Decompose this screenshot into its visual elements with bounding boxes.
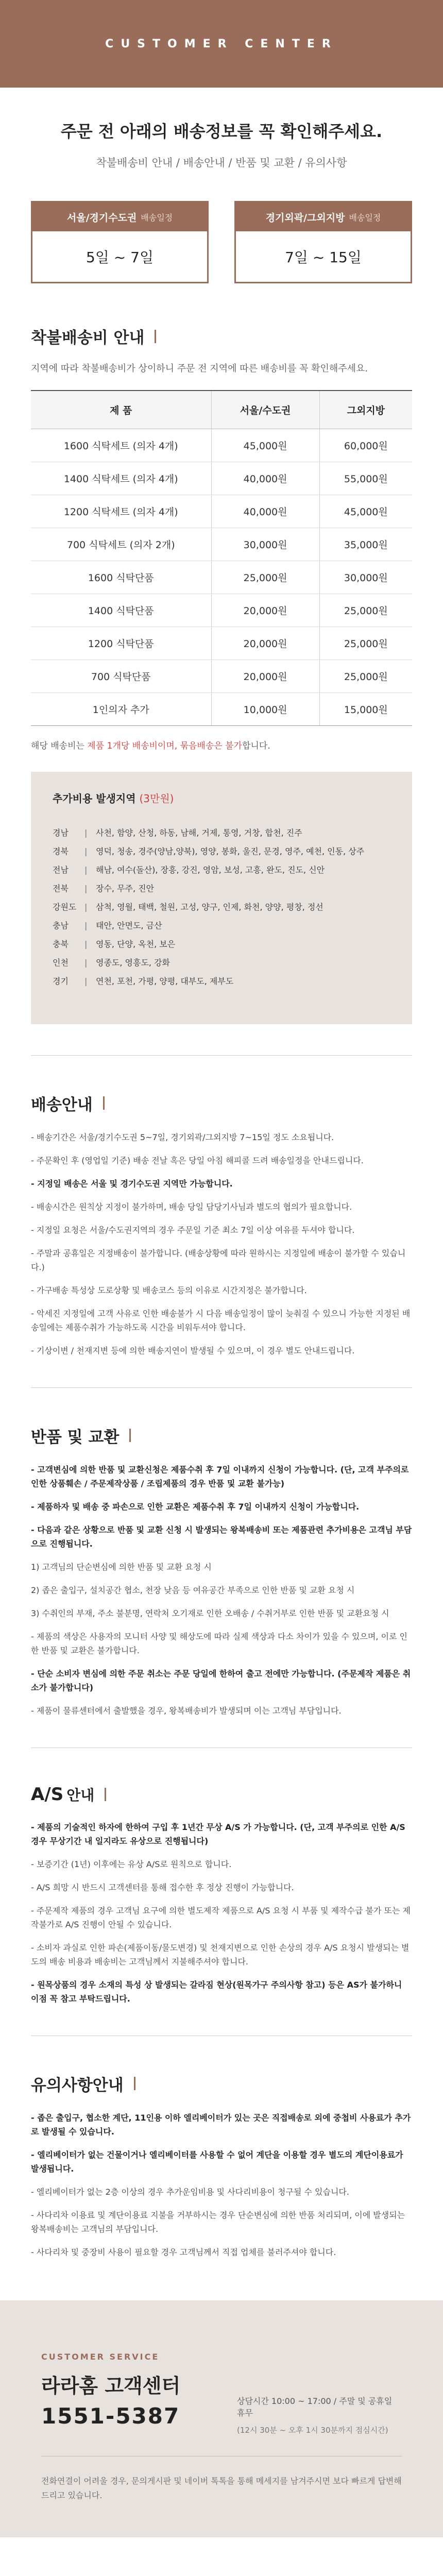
shipping-note: 배송일정 bbox=[141, 212, 173, 223]
table-cell: 25,000원 bbox=[319, 659, 412, 692]
extra-cost-title: 추가비용 발생지역 (3만원) bbox=[53, 792, 174, 805]
list-item: - 단순 소비자 변심에 의한 주문 취소는 주문 당일에 한하여 출고 전에만 가능합니다. (주문제작 제품은 취소가 불가합니다) bbox=[31, 1668, 411, 1692]
list-item: 1) 고객님의 단순변심에 의한 반품 및 교환 요청 시 bbox=[31, 1562, 212, 1572]
list-item: - 사다리차 및 중장비 사용이 필요할 경우 고객님께서 직접 업체를 불러주셔야 합니다. bbox=[31, 2247, 336, 2257]
table-row bbox=[31, 462, 412, 495]
table-cell: 60,000원 bbox=[319, 429, 412, 462]
footer-lunch-hours: (12시 30분 ~ 오후 1시 30분까지 점심시간) bbox=[237, 2425, 388, 2435]
fee-title: 착불배송비 안내 bbox=[31, 325, 412, 348]
table-cell: 700 식탁단품 bbox=[31, 659, 211, 692]
list-item: 인천 | 영종도, 영흥도, 강화 bbox=[53, 957, 170, 968]
table-cell: 40,000원 bbox=[211, 462, 319, 495]
returns-title: 반품 및 교환 bbox=[31, 1424, 412, 1447]
table-row bbox=[31, 626, 412, 659]
as-section bbox=[0, 1748, 443, 2006]
list-item: - 기상이변 / 천재지변 등에 의한 배송지연이 발생될 수 있으며, 이 경우 별도 안내드립니다. bbox=[31, 1345, 355, 1355]
list-item: - 배송시간은 원칙상 지정이 불가하며, 배송 당일 담당기사님과 별도의 협의가 필요합니다. bbox=[31, 1201, 352, 1212]
fee-section bbox=[0, 325, 443, 751]
list-item: 충북 | 영동, 단양, 옥천, 보은 bbox=[53, 939, 176, 949]
list-item: 충남 | 태안, 안면도, 금산 bbox=[53, 920, 162, 930]
list-item: - 보증기간 (1년) 이후에는 유상 A/S로 원칙으로 합니다. bbox=[31, 1859, 232, 1869]
table-cell: 1400 식탁세트 (의자 4개) bbox=[31, 462, 211, 495]
shipping-schedule bbox=[0, 201, 443, 283]
table-cell: 25,000원 bbox=[319, 626, 412, 659]
list-item: - 엘리베이터가 없는 건물이거나 엘리베이터를 사용할 수 없어 계단을 이용할 경우 별도의 계단이용료가 발생됩니다. bbox=[31, 2149, 403, 2174]
list-item: - 제품의 색상은 사용자의 모니터 사양 및 해상도에 따라 실제 색상과 다소 차이가 있을 수 있으며, 이로 인한 반품 및 교환은 불가합니다. bbox=[31, 1631, 408, 1655]
table-header: 그외지방 bbox=[319, 391, 412, 429]
table-cell: 1200 식탁단품 bbox=[31, 626, 211, 659]
table-row bbox=[31, 429, 412, 462]
list-item: - 지정일 요청은 서울/수도권지역의 경우 주문일 기준 최소 7일 이상 여유를 두셔야 합니다. bbox=[31, 1225, 355, 1235]
footer-description: 전화연결이 어려울 경우, 문의게시판 및 네이버 톡톡을 통해 메세지를 남겨주시면 보다 빠르게 답변해드리고 있습니다. bbox=[41, 2476, 402, 2500]
caution-title: 유의사항안내 bbox=[31, 2072, 412, 2095]
table-cell: 10,000원 bbox=[211, 692, 319, 725]
caution-list bbox=[31, 2111, 412, 2259]
list-item: - 고객변심에 의한 반품 및 교환신청은 제품수취 후 7일 이내까지 신청이 가능합니다. (단, 고객 부주의로 인한 상품훼손 / 주문제작상품 / 조립제품의 경우 반품 및 교환 불가능) bbox=[31, 1464, 409, 1488]
shipping-days: 5일 ~ 7일 bbox=[86, 249, 154, 266]
list-item: - 가구배송 특성상 도로상황 및 배송코스 등의 이유로 시간지정은 불가합니다. bbox=[31, 1285, 307, 1295]
returns-section bbox=[0, 1388, 443, 1718]
delivery-section bbox=[0, 1056, 443, 1358]
table-cell: 1400 식탁단품 bbox=[31, 594, 211, 626]
list-item: - 주문제작 제품의 경우 고객님 요구에 의한 별도제작 제품으로 A/S 요청 시 부품 및 제작수급 불가 또는 제작불가로 A/S 진행이 안될 수 있습니다. bbox=[31, 1905, 411, 1929]
list-item: 2) 좁은 출입구, 설치공간 협소, 천장 낮음 등 여유공간 부족으로 인한 반품 및 교환 요청 시 bbox=[31, 1585, 355, 1595]
table-row bbox=[31, 692, 412, 725]
footer-hours: 상담시간 10:00 ~ 17:00 / 주말 및 공휴일 휴무 bbox=[237, 2396, 393, 2418]
caution-section bbox=[0, 2036, 443, 2259]
table-cell: 20,000원 bbox=[211, 626, 319, 659]
footer-phone[interactable]: 1551-5387 bbox=[41, 2403, 180, 2429]
table-cell: 700 식탁세트 (의자 2개) bbox=[31, 528, 211, 561]
shipping-note: 배송일정 bbox=[349, 212, 381, 223]
table-cell: 20,000원 bbox=[211, 594, 319, 626]
delivery-list bbox=[31, 1130, 412, 1358]
header-title: CUSTOMER CENTER bbox=[105, 37, 338, 50]
list-item: - 사다리차 이용료 및 계단이용료 지불을 거부하시는 경우 단순변심에 의한 반품 처리되며, 이에 발생되는 왕복배송비는 고객님의 부담입니다. bbox=[31, 2210, 405, 2234]
table-row bbox=[31, 495, 412, 528]
list-item: 경남 | 사천, 함양, 산청, 하동, 남해, 거제, 통영, 거창, 합천, 진주 bbox=[53, 827, 302, 838]
list-item: - 다음과 같은 상황으로 반품 및 교환 신청 시 발생되는 왕복배송비 또는 제품관련 추가비용은 고객님 부담으로 진행됩니다. bbox=[31, 1524, 412, 1549]
extra-cost-list bbox=[53, 824, 390, 991]
list-item: - 소비자 과실로 인한 파손(제품이동/물도변경) 및 천재지변으로 인한 손상의 경우 A/S 요청시 발생되는 별도의 배송 비용과 배송비는 고객님께서 지불해주셔야 합니다. bbox=[31, 1942, 410, 1967]
table-cell: 1200 식탁세트 (의자 4개) bbox=[31, 495, 211, 528]
footer-center-name: 라라홈 고객센터 bbox=[41, 2374, 181, 2397]
table-cell: 55,000원 bbox=[319, 462, 412, 495]
returns-list bbox=[31, 1463, 412, 1718]
list-item: 경북 | 영덕, 청송, 경주(양남,양북), 영양, 봉화, 울진, 문경, 영주, 예천, 인동, 상주 bbox=[53, 846, 365, 856]
fee-note: 해당 배송비는 제품 1개당 배송비이며, 묶음배송은 불가합니다. bbox=[31, 740, 270, 751]
list-item: 경기 | 연천, 포천, 가평, 양평, 대부도, 제부도 bbox=[53, 976, 234, 986]
table-header: 서울/수도권 bbox=[211, 391, 319, 429]
list-item: 강원도 | 삼척, 영월, 태백, 철원, 고성, 양구, 인제, 화천, 양양, 평창, 정선 bbox=[53, 902, 323, 912]
intro-section bbox=[0, 88, 443, 170]
list-item: - 제품하자 및 배송 중 파손으로 인한 교환은 제품수취 후 7일 이내까지 신청이 가능합니다. bbox=[31, 1501, 360, 1512]
list-item: - A/S 희망 시 반드시 고객센터를 통해 접수한 후 정상 진행이 가능합니다. bbox=[31, 1882, 294, 1892]
list-item: - 지정일 배송은 서울 및 경기수도권 지역만 가능합니다. bbox=[31, 1178, 233, 1189]
table-cell: 1600 식탁단품 bbox=[31, 561, 211, 594]
table-cell: 45,000원 bbox=[211, 429, 319, 462]
table-row bbox=[31, 528, 412, 561]
intro-headline: 주문 전 아래의 배송정보를 꼭 확인해주세요. bbox=[60, 122, 383, 141]
as-list bbox=[31, 1820, 412, 2006]
shipping-region: 경기외곽/그외지방 bbox=[265, 212, 345, 224]
list-item: 3) 수취인의 부재, 주소 불분명, 연락처 오기재로 인한 오배송 / 수취거부로 인한 반품 및 교환요청 시 bbox=[31, 1608, 389, 1618]
list-item: - 제품의 기술적인 하자에 한하여 구입 후 1년간 무상 A/S 가 가능합니다. (단, 고객 부주의로 인한 A/S 경우 무상기간 내 일지라도 유상으로 진행됩니다) bbox=[31, 1822, 405, 1846]
table-header-row bbox=[31, 391, 412, 429]
table-cell: 35,000원 bbox=[319, 528, 412, 561]
list-item: - 원목상품의 경우 소재의 특성 상 발생되는 갈라짐 현상(원목가구 주의사항 참고) 등은 AS가 불가하니 이점 꼭 참고 부탁드립니다. bbox=[31, 1979, 402, 2004]
table-cell: 40,000원 bbox=[211, 495, 319, 528]
intro-subnav: 착불배송비 안내 / 배송안내 / 반품 및 교환 / 유의사항 bbox=[96, 157, 347, 169]
list-item: - 주문확인 후 (영업일 기준) 배송 전날 혹은 당일 아침 해피콜 드려 배송일정을 안내드립니다. bbox=[31, 1155, 364, 1165]
list-item: - 엘리베이터가 없는 2층 이상의 경우 추가운임비용 및 사다리비용이 청구될 수 있습니다. bbox=[31, 2187, 349, 2197]
customer-service-footer bbox=[0, 2300, 443, 2537]
shipping-days: 7일 ~ 15일 bbox=[285, 249, 362, 266]
table-cell: 20,000원 bbox=[211, 659, 319, 692]
list-item: - 좁은 출입구, 협소한 계단, 11인용 이하 엘리베이터가 있는 곳은 직접배송로 외에 중첩비 사용료가 추가로 발생될 수 있습니다. bbox=[31, 2112, 411, 2137]
footer-label: CUSTOMER SERVICE bbox=[41, 2351, 160, 2362]
shipping-box-provincial bbox=[234, 201, 412, 283]
table-cell: 15,000원 bbox=[319, 692, 412, 725]
table-cell: 45,000원 bbox=[319, 495, 412, 528]
extra-cost-area-box bbox=[31, 772, 412, 1024]
header-banner bbox=[0, 0, 443, 88]
fee-table bbox=[31, 390, 412, 726]
delivery-title: 배송안내 bbox=[31, 1092, 412, 1115]
as-title: A/S 안내 bbox=[31, 1784, 412, 1805]
table-cell: 30,000원 bbox=[319, 561, 412, 594]
table-cell: 1인의자 추가 bbox=[31, 692, 211, 725]
list-item: - 주말과 공휴일은 지정배송이 불가합니다. (배송상황에 따라 원하시는 지정일에 배송이 불가할 수 있습니다.) bbox=[31, 1248, 406, 1272]
shipping-region: 서울/경기수도권 bbox=[66, 212, 137, 224]
shipping-box-metro bbox=[31, 201, 209, 283]
table-header: 제 품 bbox=[31, 391, 211, 429]
list-item: - 배송기간은 서울/경기수도권 5~7일, 경기외곽/그외지방 7~15일 정도 소요됩니다. bbox=[31, 1132, 334, 1142]
table-cell: 1600 식탁세트 (의자 4개) bbox=[31, 429, 211, 462]
table-cell: 30,000원 bbox=[211, 528, 319, 561]
table-cell: 25,000원 bbox=[319, 594, 412, 626]
table-cell: 25,000원 bbox=[211, 561, 319, 594]
fee-description: 지역에 따라 착불배송비가 상이하니 주문 전 지역에 따른 배송비를 꼭 확인해주세요. bbox=[31, 363, 368, 374]
table-row bbox=[31, 561, 412, 594]
list-item: - 제품이 물류센터에서 출발했을 경우, 왕복배송비가 발생되며 이는 고객님 부담입니다. bbox=[31, 1705, 342, 1716]
table-row bbox=[31, 594, 412, 626]
list-item: 전북 | 장수, 무주, 진안 bbox=[53, 883, 155, 893]
table-row bbox=[31, 659, 412, 692]
list-item: - 악세진 지정일에 고객 사유로 인한 배송불가 시 다음 배송일정이 많이 늦춰질 수 있으니 가능한 지정된 배송일에는 제품수취가 가능하도록 시간을 비워두셔야 합니다. bbox=[31, 1308, 411, 1332]
list-item: 전남 | 해남, 여수(돌산), 장흥, 강진, 영암, 보성, 고흥, 완도, 진도, 신안 bbox=[53, 865, 325, 875]
